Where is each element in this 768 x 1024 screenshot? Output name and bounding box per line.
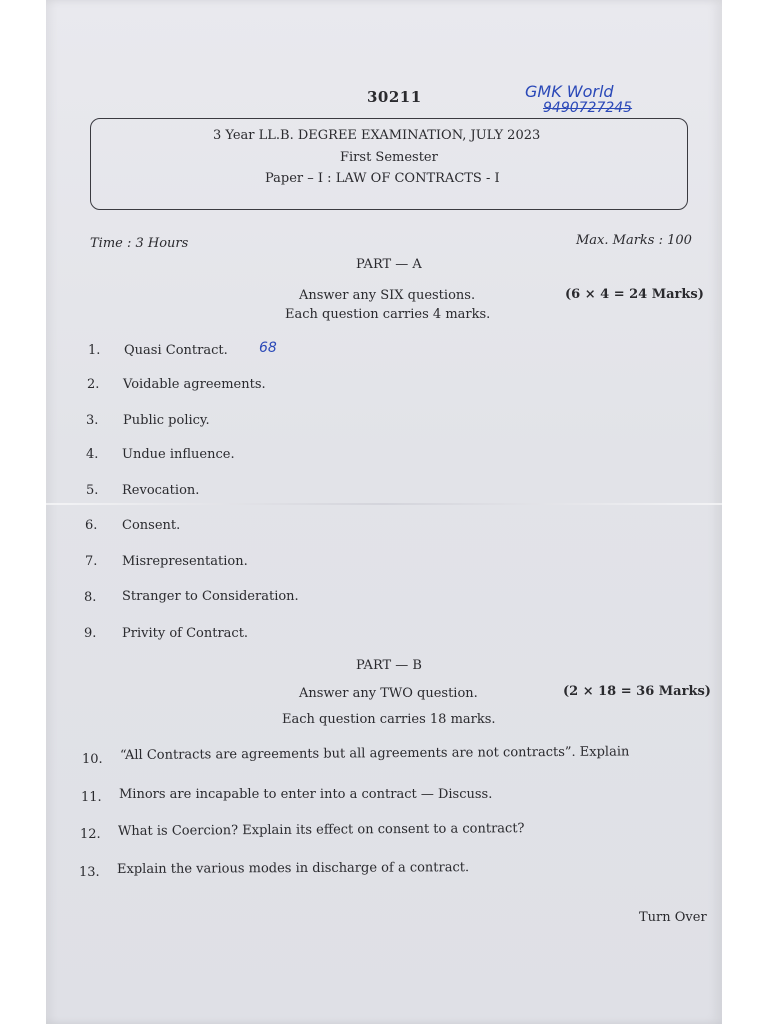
question-text: Voidable agreements. [123,377,266,392]
question-text: What is Coercion? Explain its effect on consent to a contract? [117,821,525,839]
question-text: Quasi Contract. [124,343,228,358]
question-number: 10. [82,752,103,767]
question-text: Consent. [122,518,181,533]
question-number: 7. [85,554,98,569]
turn-over-note: Turn Over [639,910,707,925]
question-number: 4. [86,447,99,462]
question-text: Revocation. [122,483,200,498]
handwritten-note-name: GMK World [525,82,614,101]
exam-title-line1: 3 Year LL.B. DEGREE EXAMINATION, JULY 2023 [213,128,541,143]
question-text: Stranger to Consideration. [122,589,299,604]
part-b-marks: (2 × 18 = 36 Marks) [563,684,711,699]
question-text: “All Contracts are agreements but all agreements are not contracts”. Explain [119,744,630,763]
question-number: 11. [81,790,102,805]
paper-code: 30211 [367,88,422,106]
handwritten-mark: 68 [259,340,277,356]
question-text: Privity of Contract. [122,626,249,641]
question-number: 13. [79,865,100,880]
part-b-instruction-1: Answer any TWO question. [299,686,478,701]
exam-title-line3: Paper – I : LAW OF CONTRACTS - I [265,171,500,186]
question-number: 5. [86,483,99,498]
paper-fold-line [46,503,722,505]
question-text: Explain the various modes in discharge of a contract. [116,860,470,877]
question-number: 8. [84,590,97,605]
question-text: Undue influence. [122,447,235,462]
part-a-marks: (6 × 4 = 24 Marks) [565,287,704,302]
question-number: 3. [86,413,99,428]
question-number: 2. [87,377,100,392]
time-allowed: Time : 3 Hours [90,236,189,251]
part-a-instruction-1: Answer any SIX questions. [299,288,476,303]
question-text: Minors are incapable to enter into a contract — Discuss. [119,787,493,802]
exam-title-line2: First Semester [340,150,438,165]
max-marks: Max. Marks : 100 [576,233,692,248]
part-b-title: PART — B [356,658,422,673]
question-number: 12. [80,827,101,842]
handwritten-note-phone: 9490727245 [543,100,633,116]
question-text: Public policy. [123,413,210,428]
part-a-instruction-2: Each question carries 4 marks. [285,307,491,322]
part-b-instruction-2: Each question carries 18 marks. [282,712,496,727]
question-number: 1. [88,343,101,358]
part-a-title: PART — A [356,257,422,272]
question-number: 9. [84,626,97,641]
question-text: Misrepresentation. [122,554,248,569]
question-number: 6. [85,518,98,533]
